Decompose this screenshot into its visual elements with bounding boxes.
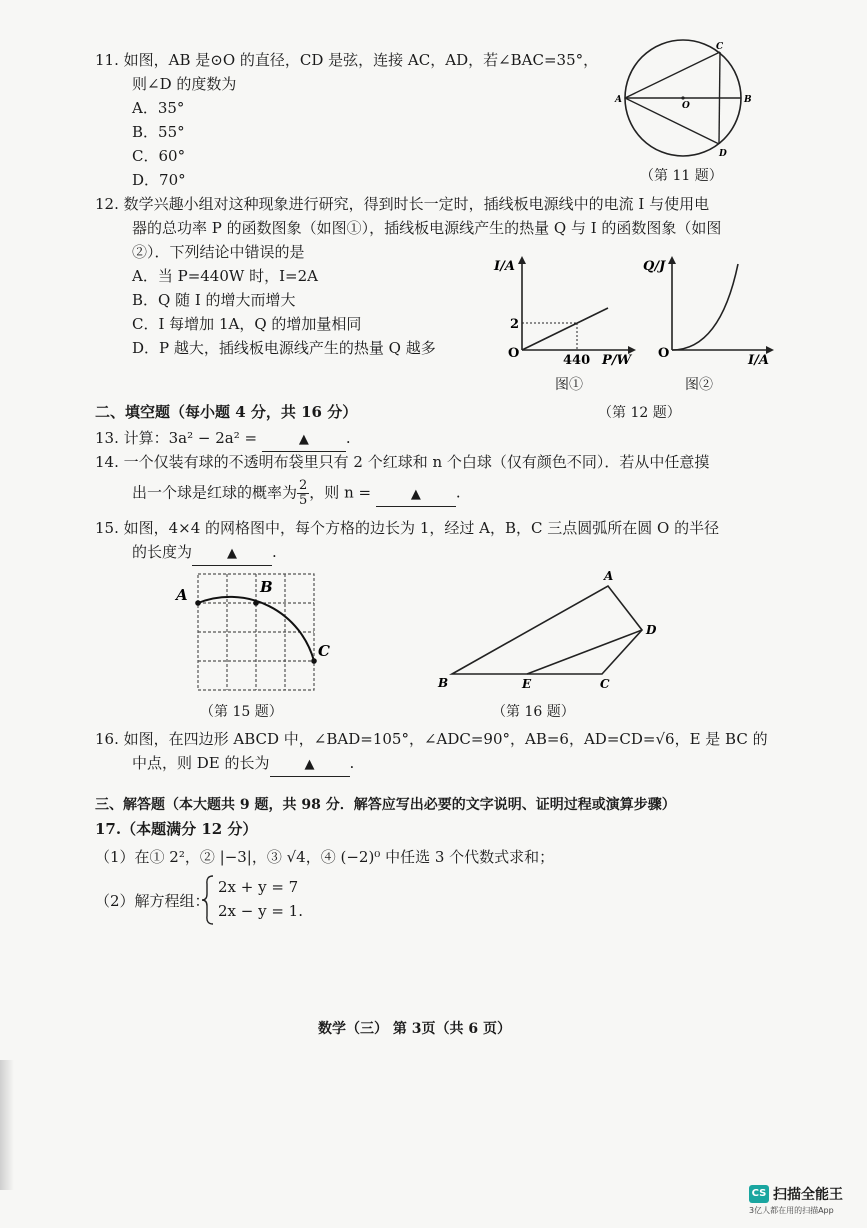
scanner-brand-name: 扫描全能王 bbox=[773, 1186, 843, 1203]
scanner-logo-icon: CS bbox=[749, 1185, 769, 1203]
q11-label-b: B bbox=[744, 95, 752, 105]
q11-option-b: B．55° bbox=[132, 123, 185, 141]
q15-grid-figure bbox=[170, 566, 340, 698]
q11-circle-figure bbox=[612, 36, 762, 166]
q12-g2-xlabel: I/A bbox=[748, 353, 769, 368]
section-2-heading: 二、填空题（每小题 4 分，共 16 分） bbox=[95, 403, 358, 421]
q15-answer-blank[interactable]: ▲ bbox=[192, 541, 272, 566]
q11-text-1: 11. 如图，AB 是⊙O 的直径，CD 是弦，连接 AC，AD，若∠BAC=35°， bbox=[95, 51, 599, 69]
q13-answer-blank[interactable]: ▲ bbox=[262, 427, 346, 452]
q12-text-3: ②）．下列结论中错误的是 bbox=[132, 243, 305, 261]
section-3-heading: 三、解答题（本大题共 9 题，共 98 分．解答应写出必要的文字说明、证明过程或演算步骤） bbox=[95, 797, 676, 813]
q17-equation-2: 2x − y = 1. bbox=[218, 902, 304, 920]
q17-brace bbox=[200, 874, 216, 926]
q16-label-b: B bbox=[438, 676, 449, 690]
q11-caption: （第 11 题） bbox=[640, 168, 723, 184]
q16-label-a: A bbox=[604, 569, 614, 583]
q11-label-c: C bbox=[716, 42, 724, 52]
q12-g1-xlabel: P/W bbox=[602, 353, 632, 368]
q12-option-c: C．I 每增加 1A，Q 的增加量相同 bbox=[132, 315, 362, 333]
q12-caption: （第 12 题） bbox=[598, 405, 681, 421]
q11-option-d: D．70° bbox=[132, 171, 186, 189]
q12-g2-ylabel: Q/J bbox=[643, 259, 666, 274]
q12-g2-origin: O bbox=[658, 346, 670, 361]
q11-option-a: A．35° bbox=[132, 99, 185, 117]
q17-part-2-label: （2）解方程组： bbox=[95, 892, 210, 910]
q11-label-o: O bbox=[682, 101, 690, 111]
q17-title: 17.（本题满分 12 分） bbox=[95, 820, 258, 838]
q12-graph-1-caption: 图① bbox=[555, 377, 583, 393]
q12-graph-1 bbox=[490, 252, 640, 372]
q12-g1-ytick: 2 bbox=[510, 317, 520, 332]
q11-option-c: C．60° bbox=[132, 147, 186, 165]
q16-label-c: C bbox=[600, 677, 610, 691]
q11-label-d: D bbox=[719, 149, 727, 159]
q16-text-1: 16. 如图，在四边形 ABCD 中，∠BAD=105°，∠ADC=90°，AB=6，AD=CD=√6，E 是 BC 的 bbox=[95, 730, 768, 748]
q15-text-1: 15. 如图，4×4 的网格图中，每个方格的边长为 1，经过 A，B，C 三点圆弧所在圆 O 的半径 bbox=[95, 519, 720, 537]
q12-g1-xtick: 440 bbox=[563, 353, 591, 368]
q17-equation-1: 2x + y = 7 bbox=[218, 878, 299, 896]
q12-graph-2 bbox=[640, 252, 780, 372]
q12-graph-2-caption: 图② bbox=[685, 377, 713, 393]
q16-text-2: 中点，则 DE 的长为 ▲ . bbox=[132, 752, 354, 777]
q11-text-2: 则∠D 的度数为 bbox=[132, 75, 237, 93]
q11-label-a: A bbox=[615, 95, 622, 105]
q16-label-d: D bbox=[646, 623, 657, 637]
q12-text-2: 器的总功率 P 的函数图象（如图①），插线板电源线产生的热量 Q 与 I 的函数图象（如图 bbox=[132, 219, 722, 237]
q12-option-b: B．Q 随 I 的增大而增大 bbox=[132, 291, 296, 309]
q16-label-e: E bbox=[522, 677, 532, 691]
q12-option-d: D．P 越大，插线板电源线产生的热量 Q 越多 bbox=[132, 339, 436, 357]
q15-label-b: B bbox=[260, 578, 273, 596]
q14-fraction: $\frac{2}{5}$ bbox=[299, 478, 308, 508]
q15-label-a: A bbox=[176, 586, 188, 604]
q16-answer-blank[interactable]: ▲ bbox=[270, 752, 350, 777]
q16-quad-figure bbox=[430, 566, 670, 696]
q13-prefix: 13. 计算：3a² − 2a² = bbox=[95, 429, 258, 447]
q13: 13. 计算：3a² − 2a² = ▲ . bbox=[95, 427, 351, 452]
q14-text-2: 出一个球是红球的概率为 $\frac{2}{5}$ ，则 n = ▲ . bbox=[132, 478, 461, 508]
page-footer: 数学（三） 第 3页（共 6 页） bbox=[318, 1021, 511, 1037]
q15-label-c: C bbox=[318, 642, 330, 660]
q12-g1-ylabel: I/A bbox=[494, 259, 515, 274]
q16-caption: （第 16 题） bbox=[492, 704, 575, 720]
q17-part-1: （1）在① 2²，② |−3|，③ √4，④ (−2)⁰ 中任选 3 个代数式求和； bbox=[95, 848, 555, 866]
scan-edge-shadow bbox=[0, 1060, 14, 1190]
scanner-brand-tagline: 3亿人都在用的扫描App bbox=[749, 1206, 834, 1215]
q12-text-1: 12. 数学兴趣小组对这种现象进行研究，得到时长一定时，插线板电源线中的电流 I 与使用电 bbox=[95, 195, 710, 213]
scanner-watermark bbox=[749, 1183, 843, 1215]
q12-option-a: A．当 P=440W 时，I=2A bbox=[132, 267, 318, 285]
q14-answer-blank[interactable]: ▲ bbox=[376, 482, 456, 507]
q12-g1-origin: O bbox=[508, 346, 520, 361]
q15-caption: （第 15 题） bbox=[200, 704, 283, 720]
q15-text-2: 的长度为 ▲ . bbox=[132, 541, 277, 566]
q14-text-1: 14. 一个仅装有球的不透明布袋里只有 2 个红球和 n 个白球（仅有颜色不同）．若从中任意摸 bbox=[95, 453, 710, 471]
